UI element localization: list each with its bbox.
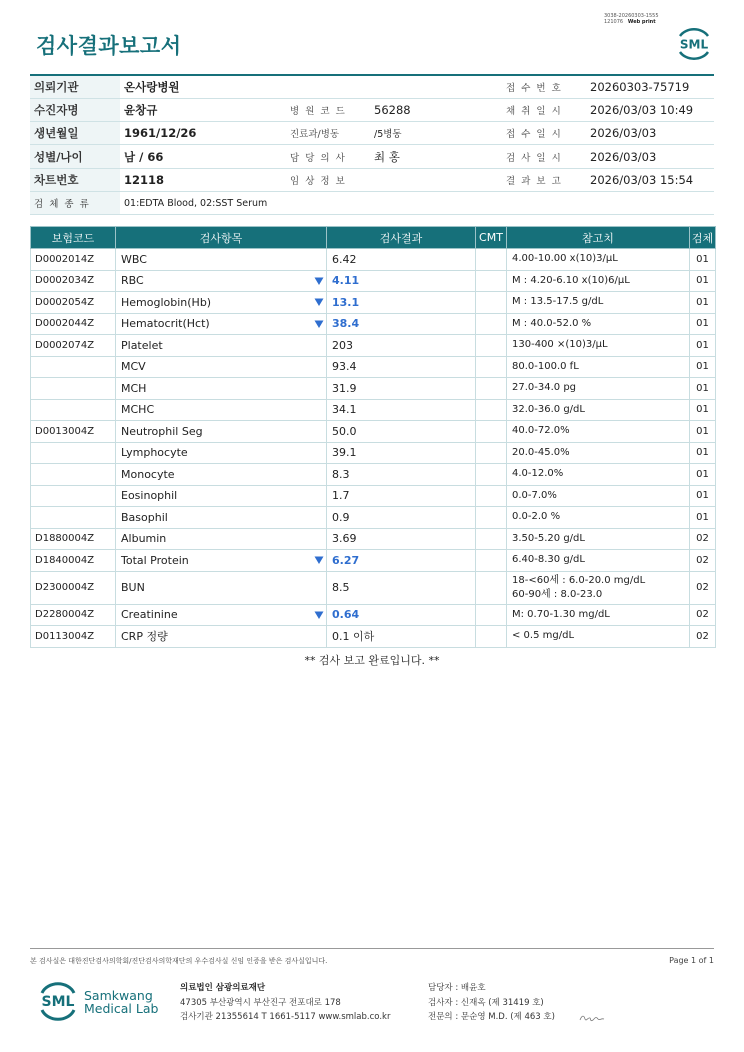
result-value-cell: 8.5: [327, 571, 476, 604]
cmt-cell: [476, 313, 507, 335]
cmt-cell: [476, 464, 507, 486]
reference-range-cell: [507, 604, 690, 626]
sml-logo-icon: [36, 980, 80, 1022]
hospcode-value: 56288: [370, 98, 500, 121]
results-body: [31, 249, 716, 648]
chart-label: 차트번호: [30, 168, 120, 191]
cmt-cell: [476, 292, 507, 314]
table-row: [31, 335, 716, 357]
test-name-cell: [116, 399, 327, 421]
specimen-cell: 02: [690, 528, 716, 550]
sml-logo-icon: [674, 26, 714, 62]
test-name: Lymphocyte: [121, 446, 188, 460]
cmt-cell: [476, 604, 507, 626]
table-row: [31, 485, 716, 507]
test-name-cell: [116, 270, 327, 292]
hospcode-label: 병 원 코 드: [284, 98, 370, 121]
cmt-cell: [476, 249, 507, 271]
page-number: Page 1 of 1: [669, 956, 714, 965]
test-name-cell: [116, 550, 327, 572]
table-row: [31, 626, 716, 648]
insurance-code-cell: [31, 442, 116, 464]
hospital-value: 온사랑병원: [120, 75, 500, 98]
test-name-cell: [116, 442, 327, 464]
test-label: 검 사 일 시: [500, 145, 586, 168]
test-name: Albumin: [121, 532, 167, 546]
signature-icon: [578, 1011, 606, 1025]
col-header-result: 검사결과: [327, 227, 476, 249]
results-table: [30, 226, 716, 648]
test-name-cell: [116, 421, 327, 443]
test-name-cell: [116, 356, 327, 378]
specimen-cell: 01: [690, 313, 716, 335]
specimen-cell: 01: [690, 421, 716, 443]
table-row: [31, 399, 716, 421]
specimen-cell: 02: [690, 604, 716, 626]
cmt-cell: [476, 335, 507, 357]
test-name-cell: [116, 464, 327, 486]
test-name: RBC: [121, 274, 144, 288]
result-value-cell: 4.11: [327, 270, 476, 292]
test-name: WBC: [121, 252, 147, 266]
collect-value: 2026/03/03 10:49: [586, 98, 714, 121]
test-name: Hematocrit(Hct): [121, 317, 210, 331]
table-row: [31, 604, 716, 626]
specimen-cell: 01: [690, 356, 716, 378]
clinical-label: 임 상 정 보: [284, 168, 370, 191]
test-name-cell: [116, 292, 327, 314]
reference-range-cell: [507, 356, 690, 378]
specimen-cell: 01: [690, 292, 716, 314]
reference-range-cell: [507, 335, 690, 357]
reference-range: 0.0-7.0%: [512, 489, 557, 501]
reference-range-cell: [507, 249, 690, 271]
cmt-cell: [476, 356, 507, 378]
table-row: [31, 249, 716, 271]
insurance-code-cell: D0002014Z: [31, 249, 116, 271]
reference-range: < 0.5 mg/dL: [512, 630, 575, 642]
reference-range: 40.0-72.0%: [512, 425, 570, 437]
reference-range-cell: [507, 550, 690, 572]
test-name: MCV: [121, 360, 146, 374]
brand-line-1: Samkwang: [84, 988, 153, 1003]
table-row: [31, 528, 716, 550]
reference-range-cell: [507, 485, 690, 507]
reference-range-cell: [507, 464, 690, 486]
test-name: Platelet: [121, 338, 163, 352]
result-value-cell: 1.7: [327, 485, 476, 507]
brand-line-2: Medical Lab: [84, 1001, 159, 1016]
specimen-cell: 01: [690, 442, 716, 464]
cmt-cell: [476, 626, 507, 648]
col-header-ref: 참고치: [507, 227, 690, 249]
test-name: Basophil: [121, 510, 168, 524]
reference-range-cell: [507, 571, 690, 604]
chart-value: 12118: [120, 168, 284, 191]
clinical-value: [370, 168, 500, 191]
reference-range-cell: [507, 421, 690, 443]
insurance-code-cell: D0002074Z: [31, 335, 116, 357]
print-code: [604, 13, 659, 25]
hospital-label: 의뢰기관: [30, 75, 120, 98]
test-name-cell: [116, 528, 327, 550]
test-value: 2026/03/03: [586, 145, 714, 168]
result-value-cell: 34.1: [327, 399, 476, 421]
specimen-value: 01:EDTA Blood, 02:SST Serum: [120, 191, 714, 214]
specimen-cell: 01: [690, 507, 716, 529]
logo-text: SML: [41, 994, 75, 1010]
org-contact: 검사기관 21355614 T 1661-5117 www.smlab.co.kr: [180, 1012, 391, 1022]
reference-range: M : 40.0-52.0 %: [512, 317, 592, 329]
reference-range-cell: [507, 378, 690, 400]
result-value-cell: 39.1: [327, 442, 476, 464]
test-name: Creatinine: [121, 608, 178, 622]
reference-range-cell: [507, 313, 690, 335]
specialist-line: 전문의 : 문순영 M.D. (제 463 호): [428, 1012, 555, 1022]
report-label: 결 과 보 고: [500, 168, 586, 191]
result-value-cell: 93.4: [327, 356, 476, 378]
specimen-cell: 01: [690, 249, 716, 271]
test-name: Total Protein: [121, 553, 189, 567]
test-name-cell: [116, 313, 327, 335]
result-value-cell: 8.3: [327, 464, 476, 486]
insurance-code-cell: D0002034Z: [31, 270, 116, 292]
insurance-code-cell: D0002044Z: [31, 313, 116, 335]
test-name-cell: [116, 335, 327, 357]
reference-range-cell: [507, 292, 690, 314]
down-triangle-icon: [314, 297, 324, 307]
cmt-cell: [476, 442, 507, 464]
table-row: [31, 507, 716, 529]
specimen-cell: 02: [690, 626, 716, 648]
table-row: [31, 464, 716, 486]
accno-value: 20260303-75719: [586, 75, 714, 98]
dob-value: 1961/12/26: [120, 122, 284, 145]
insurance-code-cell: D0002054Z: [31, 292, 116, 314]
test-name-cell: [116, 378, 327, 400]
reference-range: M : 13.5-17.5 g/dL: [512, 296, 604, 308]
accno-label: 접 수 번 호: [500, 75, 586, 98]
reference-range-line-2: 60-90세 : 8.0-23.0: [512, 588, 603, 600]
reference-range: 0.0-2.0 %: [512, 511, 561, 523]
reference-range: 6.40-8.30 g/dL: [512, 554, 585, 566]
cmt-cell: [476, 270, 507, 292]
manager-line: 담당자 : 배윤호: [428, 983, 486, 993]
test-name-cell: [116, 626, 327, 648]
test-name: Monocyte: [121, 467, 175, 481]
reference-range-cell: [507, 399, 690, 421]
reference-range: 20.0-45.0%: [512, 446, 570, 458]
col-header-item: 검사항목: [116, 227, 327, 249]
result-value-cell: 50.0: [327, 421, 476, 443]
reference-range: 18-<60세 : 6.0-20.0 mg/dL: [512, 574, 646, 586]
result-value-cell: 31.9: [327, 378, 476, 400]
table-row: [31, 550, 716, 572]
organization-info: [180, 981, 390, 1025]
reference-range-cell: [507, 270, 690, 292]
staff-info: [428, 981, 555, 1025]
receive-value: 2026/03/03: [586, 122, 714, 145]
print-code-line-1: 3038-20260303-1555: [604, 13, 659, 19]
org-name: 의료법인 삼광의료재단: [180, 983, 266, 993]
report-title: 검사결과보고서: [36, 34, 182, 58]
table-row: [31, 421, 716, 443]
test-name: CRP 정량: [121, 630, 168, 644]
org-address: 47305 부산광역시 부산진구 전포대로 178: [180, 997, 341, 1008]
patient-info-table: [30, 74, 714, 215]
cmt-cell: [476, 528, 507, 550]
cmt-cell: [476, 378, 507, 400]
insurance-code-cell: [31, 485, 116, 507]
insurance-code-cell: D2300004Z: [31, 571, 116, 604]
specimen-cell: 01: [690, 335, 716, 357]
insurance-code-cell: D0013004Z: [31, 421, 116, 443]
dept-label: 진료과/병동: [284, 122, 370, 145]
insurance-code-cell: [31, 464, 116, 486]
cmt-cell: [476, 571, 507, 604]
insurance-code-cell: D1840004Z: [31, 550, 116, 572]
specimen-label: 검 체 종 류: [30, 191, 120, 214]
down-triangle-icon: [314, 555, 324, 565]
test-name-cell: [116, 485, 327, 507]
doctor-label: 담 당 의 사: [284, 145, 370, 168]
examiner-line: 검사자 : 신재옥 (제 31419 호): [428, 997, 544, 1008]
logo-text: SML: [679, 37, 709, 52]
patient-label: 수진자명: [30, 98, 120, 121]
insurance-code-cell: [31, 507, 116, 529]
test-name-cell: [116, 507, 327, 529]
specimen-cell: 01: [690, 378, 716, 400]
print-label: Web print: [627, 19, 656, 25]
result-value-cell: 38.4: [327, 313, 476, 335]
brand-name: [84, 989, 158, 1015]
reference-range: 130-400 ×(10)3/µL: [512, 339, 608, 351]
reference-range-cell: [507, 442, 690, 464]
reference-range: 4.00-10.00 x(10)3/µL: [512, 253, 618, 265]
receive-label: 접 수 일 시: [500, 122, 586, 145]
result-value-cell: 6.42: [327, 249, 476, 271]
down-triangle-icon: [314, 610, 324, 620]
table-row: [31, 378, 716, 400]
specimen-cell: 01: [690, 464, 716, 486]
reference-range: 32.0-36.0 g/dL: [512, 403, 585, 415]
result-value-cell: 6.27: [327, 550, 476, 572]
print-code-line-2: 121076: [604, 19, 624, 25]
table-row: [31, 292, 716, 314]
test-name-cell: [116, 604, 327, 626]
result-value-cell: 0.1 이하: [327, 626, 476, 648]
reference-range: 27.0-34.0 pg: [512, 382, 577, 394]
report-value: 2026/03/03 15:54: [586, 168, 714, 191]
result-value-cell: 0.9: [327, 507, 476, 529]
result-value-cell: 203: [327, 335, 476, 357]
specimen-cell: 01: [690, 270, 716, 292]
reference-range: 3.50-5.20 g/dL: [512, 532, 585, 544]
test-name: MCH: [121, 381, 147, 395]
reference-range-cell: [507, 528, 690, 550]
table-row: [31, 356, 716, 378]
col-header-code: 보험코드: [31, 227, 116, 249]
test-name: Neutrophil Seg: [121, 424, 203, 438]
result-value-cell: 3.69: [327, 528, 476, 550]
reference-range: 4.0-12.0%: [512, 468, 564, 480]
specimen-cell: 02: [690, 571, 716, 604]
completion-message: ** 검사 보고 완료입니다. **: [304, 654, 440, 667]
cmt-cell: [476, 550, 507, 572]
test-name: Eosinophil: [121, 489, 178, 503]
down-triangle-icon: [314, 276, 324, 286]
result-value-cell: 13.1: [327, 292, 476, 314]
insurance-code-cell: [31, 356, 116, 378]
insurance-code-cell: D0113004Z: [31, 626, 116, 648]
col-header-cmt: CMT: [476, 227, 507, 249]
reference-range: M : 4.20-6.10 x(10)6/µL: [512, 274, 630, 286]
test-name-cell: [116, 249, 327, 271]
insurance-code-cell: [31, 399, 116, 421]
reference-range: M: 0.70-1.30 mg/dL: [512, 608, 610, 620]
insurance-code-cell: D2280004Z: [31, 604, 116, 626]
cmt-cell: [476, 399, 507, 421]
test-name: MCHC: [121, 403, 155, 417]
table-row: [31, 571, 716, 604]
test-name: Hemoglobin(Hb): [121, 295, 212, 309]
insurance-code-cell: [31, 378, 116, 400]
footer-divider: [30, 948, 714, 949]
insurance-code-cell: D1880004Z: [31, 528, 116, 550]
specimen-cell: 01: [690, 485, 716, 507]
down-triangle-icon: [314, 319, 324, 329]
dept-value: /5병동: [370, 122, 500, 145]
specimen-cell: 01: [690, 399, 716, 421]
table-row: [31, 313, 716, 335]
collect-label: 채 취 일 시: [500, 98, 586, 121]
reference-range: 80.0-100.0 fL: [512, 360, 579, 372]
patient-value: 윤창규: [120, 98, 284, 121]
sexage-label: 성별/나이: [30, 145, 120, 168]
cmt-cell: [476, 421, 507, 443]
reference-range-cell: [507, 507, 690, 529]
cmt-cell: [476, 507, 507, 529]
specimen-cell: 02: [690, 550, 716, 572]
dob-label: 생년월일: [30, 122, 120, 145]
certification-note: 본 검사실은 대한진단검사의학회/진단검사의학재단의 우수검사실 신임 인증을 받은 검사실입니다.: [30, 957, 328, 965]
col-header-specimen: 검체: [690, 227, 716, 249]
table-row: [31, 442, 716, 464]
table-row: [31, 270, 716, 292]
doctor-value: 최 홍: [370, 145, 500, 168]
cmt-cell: [476, 485, 507, 507]
reference-range-cell: [507, 626, 690, 648]
result-value-cell: 0.64: [327, 604, 476, 626]
test-name-cell: [116, 571, 327, 604]
sexage-value: 남 / 66: [120, 145, 284, 168]
test-name: BUN: [121, 581, 145, 594]
